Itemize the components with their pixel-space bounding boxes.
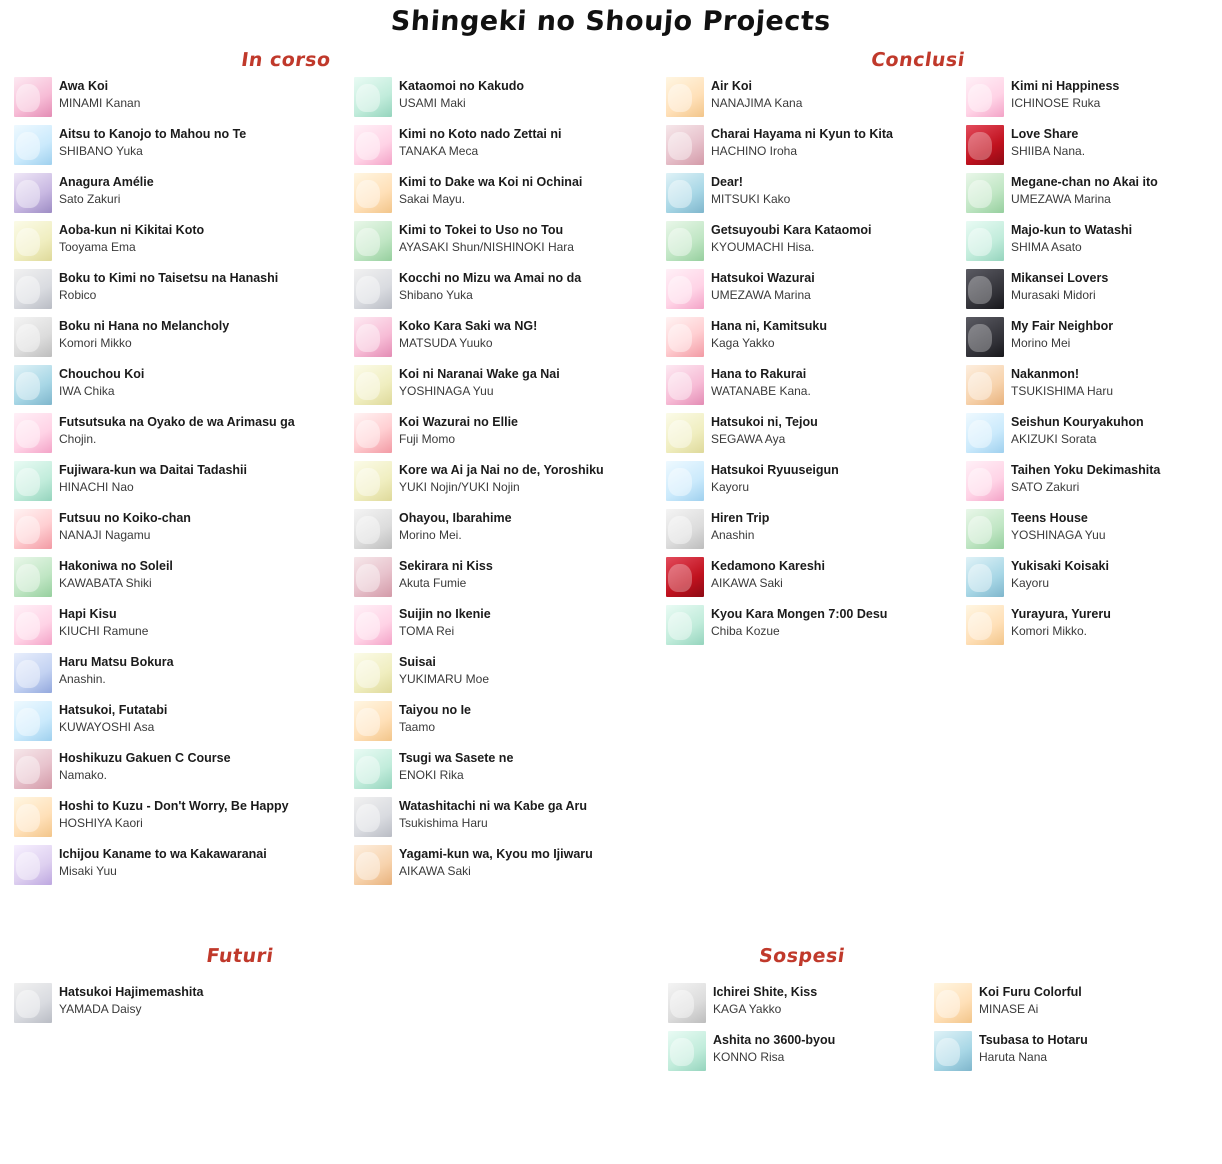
- list-item[interactable]: [354, 557, 666, 601]
- manga-title[interactable]: Ichijou Kaname to wa Kakawaranai: [59, 847, 267, 861]
- list-item[interactable]: [354, 77, 666, 121]
- manga-author: MINASE Ai: [979, 1001, 1039, 1016]
- cover-thumbnail-icon: [966, 557, 1004, 597]
- list-item[interactable]: [666, 173, 966, 217]
- list-item[interactable]: [14, 797, 354, 841]
- columns-container: [0, 77, 1222, 893]
- manga-title[interactable]: Kataomoi no Kakudo: [399, 79, 525, 93]
- manga-author: ENOKI Rika: [399, 767, 464, 782]
- list-item[interactable]: [354, 797, 666, 841]
- manga-author: KONNO Risa: [713, 1049, 785, 1064]
- manga-author: NANAJI Nagamu: [59, 527, 151, 542]
- list-item[interactable]: [354, 269, 666, 313]
- manga-title[interactable]: Kyou Kara Mongen 7:00 Desu: [711, 607, 888, 621]
- list-item[interactable]: [14, 749, 354, 793]
- cover-thumbnail-icon: [14, 413, 52, 453]
- manga-title[interactable]: Air Koi: [711, 79, 752, 93]
- column-conclusi-1: [666, 77, 966, 653]
- cover-thumbnail-icon: [14, 701, 52, 741]
- manga-title[interactable]: Anagura Amélie: [59, 175, 154, 189]
- manga-title[interactable]: Fujiwara-kun wa Daitai Tadashii: [59, 463, 248, 477]
- cover-thumbnail-icon: [14, 173, 52, 213]
- manga-author: Kayoru: [1011, 575, 1050, 590]
- cover-thumbnail-icon: [14, 797, 52, 837]
- cover-thumbnail-icon: [966, 269, 1004, 309]
- list-item[interactable]: [966, 413, 1218, 457]
- list-item[interactable]: [354, 509, 666, 553]
- cover-thumbnail-icon: [354, 365, 392, 405]
- manga-title[interactable]: Kore wa Ai ja Nai no de, Yoroshiku: [399, 463, 604, 477]
- manga-title[interactable]: Yagami-kun wa, Kyou mo Ijiwaru: [399, 847, 593, 861]
- manga-author: YOSHINAGA Yuu: [399, 383, 494, 398]
- manga-title[interactable]: Hana ni, Kamitsuku: [711, 319, 827, 333]
- list-item[interactable]: [14, 173, 354, 217]
- list-item[interactable]: [966, 365, 1218, 409]
- list-item[interactable]: [666, 605, 966, 649]
- manga-title[interactable]: Hatsukoi Ryuuseigun: [711, 463, 839, 477]
- top-section-headers: [0, 39, 1222, 77]
- manga-title[interactable]: Boku to Kimi no Taisetsu na Hanashi: [59, 271, 279, 285]
- manga-author: ICHINOSE Ruka: [1011, 95, 1101, 110]
- cover-thumbnail-icon: [666, 317, 704, 357]
- manga-author: HACHINO Iroha: [711, 143, 798, 158]
- manga-author: Tsukishima Haru: [399, 815, 488, 830]
- list-item[interactable]: [354, 413, 666, 457]
- manga-author: NANAJIMA Kana: [711, 95, 803, 110]
- cover-thumbnail-icon: [14, 77, 52, 117]
- list-item[interactable]: [966, 221, 1218, 265]
- manga-title[interactable]: Hapi Kisu: [59, 607, 117, 621]
- cover-thumbnail-icon: [666, 173, 704, 213]
- manga-title[interactable]: Kedamono Kareshi: [711, 559, 825, 573]
- manga-author: Sato Zakuri: [59, 191, 121, 206]
- cover-thumbnail-icon: [14, 317, 52, 357]
- column-in-corso-1: [8, 77, 354, 893]
- cover-thumbnail-icon: [354, 77, 392, 117]
- cover-thumbnail-icon: [354, 749, 392, 789]
- list-item[interactable]: [966, 77, 1218, 121]
- cover-thumbnail-icon: [966, 173, 1004, 213]
- cover-thumbnail-icon: [14, 125, 52, 165]
- manga-title[interactable]: Getsuyoubi Kara Kataomoi: [711, 223, 872, 237]
- list-item[interactable]: [666, 461, 966, 505]
- manga-author: USAMI Maki: [399, 95, 466, 110]
- top-band: [0, 39, 1222, 893]
- cover-thumbnail-icon: [668, 983, 706, 1023]
- manga-title[interactable]: Seishun Kouryakuhon: [1011, 415, 1144, 429]
- cover-thumbnail-icon: [354, 701, 392, 741]
- manga-title[interactable]: Hoshikuzu Gakuen C Course: [59, 751, 231, 765]
- list-item[interactable]: [966, 317, 1218, 361]
- manga-title[interactable]: Hakoniwa no Soleil: [59, 559, 173, 573]
- manga-title[interactable]: Kimi to Tokei to Uso no Tou: [399, 223, 564, 237]
- manga-author: Chiba Kozue: [711, 623, 780, 638]
- cover-thumbnail-icon: [666, 605, 704, 645]
- cover-thumbnail-icon: [354, 605, 392, 645]
- list-item[interactable]: [14, 269, 354, 313]
- list-item[interactable]: [666, 77, 966, 121]
- manga-title[interactable]: Tsubasa to Hotaru: [979, 1033, 1088, 1047]
- manga-title[interactable]: Hatsukoi Hajimemashita: [59, 985, 204, 999]
- manga-author: MITSUKI Kako: [711, 191, 791, 206]
- manga-title[interactable]: Hiren Trip: [711, 511, 770, 525]
- manga-title[interactable]: Hana to Rakurai: [711, 367, 807, 381]
- cover-thumbnail-icon: [354, 221, 392, 261]
- list-item[interactable]: [14, 605, 354, 649]
- manga-author: Chojin.: [59, 431, 97, 446]
- manga-author: HINACHI Nao: [59, 479, 134, 494]
- list-item[interactable]: [14, 125, 354, 169]
- section-header-sospesi: Sospesi: [757, 945, 847, 967]
- manga-author: YUKIMARU Moe: [399, 671, 490, 686]
- manga-title[interactable]: Ichirei Shite, Kiss: [713, 985, 818, 999]
- column-sospesi-2: [934, 983, 1204, 1079]
- list-item[interactable]: [934, 1031, 1204, 1075]
- cover-thumbnail-icon: [354, 797, 392, 837]
- manga-author: YUKI Nojin/YUKI Nojin: [399, 479, 520, 494]
- cover-thumbnail-icon: [354, 317, 392, 357]
- list-item[interactable]: [14, 413, 354, 457]
- bottom-band: [0, 945, 1222, 1105]
- manga-title[interactable]: Awa Koi: [59, 79, 109, 93]
- manga-author: HOSHIYA Kaori: [59, 815, 143, 830]
- list-item[interactable]: [14, 461, 354, 505]
- manga-author: TSUKISHIMA Haru: [1011, 383, 1114, 398]
- cover-thumbnail-icon: [666, 269, 704, 309]
- manga-title[interactable]: Aoba-kun ni Kikitai Koto: [59, 223, 205, 237]
- cover-thumbnail-icon: [666, 557, 704, 597]
- manga-author: IWA Chika: [59, 383, 115, 398]
- manga-title[interactable]: Majo-kun to Watashi: [1011, 223, 1133, 237]
- list-item[interactable]: [666, 269, 966, 313]
- list-item[interactable]: [14, 701, 354, 745]
- manga-author: Namako.: [59, 767, 108, 782]
- cover-thumbnail-icon: [966, 605, 1004, 645]
- manga-title[interactable]: Futsutsuka na Oyako de wa Arimasu ga: [59, 415, 295, 429]
- manga-title[interactable]: Boku ni Hana no Melancholy: [59, 319, 230, 333]
- manga-author: KAGA Yakko: [713, 1001, 782, 1016]
- manga-author: Komori Mikko.: [1011, 623, 1088, 638]
- manga-title[interactable]: Sekirara ni Kiss: [399, 559, 493, 573]
- manga-title[interactable]: Futsuu no Koiko-chan: [59, 511, 191, 525]
- cover-thumbnail-icon: [966, 413, 1004, 453]
- cover-thumbnail-icon: [354, 509, 392, 549]
- manga-author: Anashin: [711, 527, 755, 542]
- manga-author: SHIMA Asato: [1011, 239, 1082, 254]
- manga-title[interactable]: Dear!: [711, 175, 743, 189]
- list-item[interactable]: [354, 605, 666, 649]
- manga-title[interactable]: Haru Matsu Bokura: [59, 655, 174, 669]
- manga-title[interactable]: Suisai: [399, 655, 436, 669]
- manga-author: Anashin.: [59, 671, 106, 686]
- list-item[interactable]: [14, 983, 344, 1027]
- cover-thumbnail-icon: [354, 413, 392, 453]
- manga-author: Shibano Yuka: [399, 287, 473, 302]
- list-item[interactable]: [354, 173, 666, 217]
- manga-title[interactable]: Ashita no 3600-byou: [713, 1033, 836, 1047]
- manga-title[interactable]: Suijin no Ikenie: [399, 607, 491, 621]
- list-item[interactable]: [354, 749, 666, 793]
- cover-thumbnail-icon: [966, 77, 1004, 117]
- list-item[interactable]: [666, 125, 966, 169]
- manga-title[interactable]: Kocchi no Mizu wa Amai no da: [399, 271, 582, 285]
- manga-title[interactable]: Hoshi to Kuzu - Don't Worry, Be Happy: [59, 799, 289, 813]
- manga-author: TOMA Rei: [399, 623, 455, 638]
- list-item[interactable]: [354, 125, 666, 169]
- list-item[interactable]: [966, 173, 1218, 217]
- list-item[interactable]: [354, 461, 666, 505]
- cover-thumbnail-icon: [354, 173, 392, 213]
- manga-title[interactable]: Megane-chan no Akai ito: [1011, 175, 1158, 189]
- section-header-in-corso: In corso: [239, 49, 333, 71]
- section-header-conclusi: Conclusi: [869, 49, 967, 71]
- manga-title[interactable]: Koi Wazurai no Ellie: [399, 415, 518, 429]
- manga-title[interactable]: Koi ni Naranai Wake ga Nai: [399, 367, 560, 381]
- manga-author: UMEZAWA Marina: [711, 287, 811, 302]
- manga-title[interactable]: Chouchou Koi: [59, 367, 145, 381]
- cover-thumbnail-icon: [666, 461, 704, 501]
- manga-author: KYOUMACHI Hisa.: [711, 239, 815, 254]
- manga-author: Haruta Nana: [979, 1049, 1048, 1064]
- page-title: Shingeki no Shoujo Projects: [389, 6, 832, 37]
- manga-title[interactable]: Kimi ni Happiness: [1011, 79, 1120, 93]
- manga-title[interactable]: Charai Hayama ni Kyun to Kita: [711, 127, 893, 141]
- column-in-corso-2: [354, 77, 666, 893]
- manga-title[interactable]: Kimi to Dake wa Koi ni Ochinai: [399, 175, 583, 189]
- list-item[interactable]: [666, 413, 966, 457]
- cover-thumbnail-icon: [14, 557, 52, 597]
- manga-author: Robico: [59, 287, 97, 302]
- manga-author: AIKAWA Saki: [711, 575, 783, 590]
- cover-thumbnail-icon: [14, 461, 52, 501]
- cover-thumbnail-icon: [666, 509, 704, 549]
- cover-thumbnail-icon: [666, 365, 704, 405]
- cover-thumbnail-icon: [14, 605, 52, 645]
- manga-title[interactable]: Love Share: [1011, 127, 1079, 141]
- manga-author: YAMADA Daisy: [59, 1001, 142, 1016]
- list-item[interactable]: [666, 221, 966, 265]
- manga-author: Morino Mei.: [399, 527, 462, 542]
- list-item[interactable]: [966, 461, 1218, 505]
- cover-thumbnail-icon: [966, 317, 1004, 357]
- cover-thumbnail-icon: [14, 221, 52, 261]
- list-item[interactable]: [666, 509, 966, 553]
- column-futuri: [14, 983, 344, 1031]
- list-item[interactable]: [666, 365, 966, 409]
- list-item[interactable]: [354, 845, 666, 889]
- manga-author: Misaki Yuu: [59, 863, 117, 878]
- manga-author: Tooyama Ema: [59, 239, 136, 254]
- cover-thumbnail-icon: [666, 221, 704, 261]
- cover-thumbnail-icon: [14, 269, 52, 309]
- manga-author: Akuta Fumie: [399, 575, 467, 590]
- cover-thumbnail-icon: [966, 221, 1004, 261]
- manga-author: WATANABE Kana.: [711, 383, 811, 398]
- manga-title[interactable]: Hatsukoi ni, Tejou: [711, 415, 818, 429]
- cover-thumbnail-icon: [966, 509, 1004, 549]
- manga-title[interactable]: Koko Kara Saki wa NG!: [399, 319, 538, 333]
- cover-thumbnail-icon: [354, 269, 392, 309]
- manga-title[interactable]: Yukisaki Koisaki: [1011, 559, 1109, 573]
- list-item[interactable]: [966, 605, 1218, 649]
- manga-title[interactable]: Mikansei Lovers: [1011, 271, 1109, 285]
- manga-title[interactable]: Kimi no Koto nado Zettai ni: [399, 127, 562, 141]
- manga-author: TANAKA Meca: [399, 143, 479, 158]
- list-item[interactable]: [14, 557, 354, 601]
- cover-thumbnail-icon: [668, 1031, 706, 1071]
- list-item[interactable]: [14, 845, 354, 889]
- manga-title[interactable]: Nakanmon!: [1011, 367, 1080, 381]
- cover-thumbnail-icon: [354, 557, 392, 597]
- manga-title[interactable]: Taihen Yoku Dekimashita: [1011, 463, 1161, 477]
- list-item[interactable]: [354, 653, 666, 697]
- list-item[interactable]: [934, 983, 1204, 1027]
- list-item[interactable]: [354, 221, 666, 265]
- manga-author: SATO Zakuri: [1011, 479, 1080, 494]
- manga-author: AYASAKI Shun/NISHINOKI Hara: [399, 239, 574, 254]
- list-item[interactable]: [14, 221, 354, 265]
- cover-thumbnail-icon: [666, 413, 704, 453]
- cover-thumbnail-icon: [934, 1031, 972, 1071]
- list-item[interactable]: [666, 317, 966, 361]
- manga-author: KAWABATA Shiki: [59, 575, 152, 590]
- list-item[interactable]: [14, 317, 354, 361]
- manga-title[interactable]: Aitsu to Kanojo to Mahou no Te: [59, 127, 247, 141]
- cover-thumbnail-icon: [354, 653, 392, 693]
- manga-author: SEGAWA Aya: [711, 431, 786, 446]
- manga-title[interactable]: Ohayou, Ibarahime: [399, 511, 512, 525]
- manga-author: SHIIBA Nana.: [1011, 143, 1086, 158]
- list-item[interactable]: [14, 77, 354, 121]
- list-item[interactable]: [354, 701, 666, 745]
- manga-author: MATSUDA Yuuko: [399, 335, 493, 350]
- manga-author: SHIBANO Yuka: [59, 143, 143, 158]
- manga-author: Fuji Momo: [399, 431, 456, 446]
- list-item[interactable]: [668, 1031, 938, 1075]
- cover-thumbnail-icon: [14, 749, 52, 789]
- manga-author: Taamo: [399, 719, 436, 734]
- column-conclusi-2: [966, 77, 1218, 653]
- cover-thumbnail-icon: [966, 365, 1004, 405]
- cover-thumbnail-icon: [354, 125, 392, 165]
- cover-thumbnail-icon: [354, 461, 392, 501]
- list-item[interactable]: [966, 557, 1218, 601]
- manga-title[interactable]: Koi Furu Colorful: [979, 985, 1082, 999]
- manga-title[interactable]: Taiyou no Ie: [399, 703, 471, 717]
- cover-thumbnail-icon: [934, 983, 972, 1023]
- manga-author: Sakai Mayu.: [399, 191, 466, 206]
- cover-thumbnail-icon: [14, 653, 52, 693]
- cover-thumbnail-icon: [14, 365, 52, 405]
- manga-author: AKIZUKI Sorata: [1011, 431, 1097, 446]
- manga-title[interactable]: Hatsukoi Wazurai: [711, 271, 815, 285]
- list-item[interactable]: [966, 509, 1218, 553]
- cover-thumbnail-icon: [14, 845, 52, 885]
- manga-author: MINAMI Kanan: [59, 95, 141, 110]
- manga-title[interactable]: My Fair Neighbor: [1011, 319, 1114, 333]
- manga-title[interactable]: Teens House: [1011, 511, 1088, 525]
- cover-thumbnail-icon: [14, 509, 52, 549]
- manga-title[interactable]: Yurayura, Yureru: [1011, 607, 1111, 621]
- manga-author: KIUCHI Ramune: [59, 623, 149, 638]
- list-item[interactable]: [14, 509, 354, 553]
- cover-thumbnail-icon: [966, 461, 1004, 501]
- manga-title[interactable]: Tsugi wa Sasete ne: [399, 751, 514, 765]
- list-item[interactable]: [668, 983, 938, 1027]
- manga-author: YOSHINAGA Yuu: [1011, 527, 1106, 542]
- cover-thumbnail-icon: [966, 125, 1004, 165]
- manga-author: AIKAWA Saki: [399, 863, 471, 878]
- manga-author: Kaga Yakko: [711, 335, 775, 350]
- manga-author: Murasaki Midori: [1011, 287, 1096, 302]
- cover-thumbnail-icon: [14, 983, 52, 1023]
- column-sospesi-1: [668, 983, 938, 1079]
- manga-author: Morino Mei: [1011, 335, 1071, 350]
- manga-author: Komori Mikko: [59, 335, 132, 350]
- manga-title[interactable]: Hatsukoi, Futatabi: [59, 703, 168, 717]
- manga-author: Kayoru: [711, 479, 750, 494]
- manga-author: KUWAYOSHI Asa: [59, 719, 155, 734]
- list-item[interactable]: [354, 365, 666, 409]
- cover-thumbnail-icon: [354, 845, 392, 885]
- list-item[interactable]: [966, 125, 1218, 169]
- list-item[interactable]: [14, 653, 354, 697]
- list-item[interactable]: [354, 317, 666, 361]
- cover-thumbnail-icon: [666, 125, 704, 165]
- list-item[interactable]: [966, 269, 1218, 313]
- list-item[interactable]: [666, 557, 966, 601]
- manga-author: UMEZAWA Marina: [1011, 191, 1111, 206]
- manga-title[interactable]: Watashitachi ni wa Kabe ga Aru: [399, 799, 588, 813]
- list-item[interactable]: [14, 365, 354, 409]
- section-header-futuri: Futuri: [204, 945, 276, 967]
- cover-thumbnail-icon: [666, 77, 704, 117]
